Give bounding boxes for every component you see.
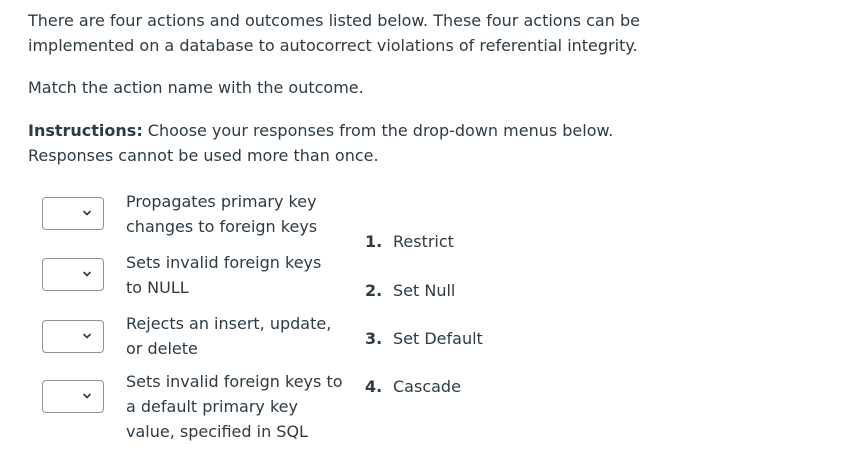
outcome-text-3: Rejects an insert, update, or delete bbox=[126, 314, 332, 358]
answer-dropdown-2[interactable] bbox=[42, 258, 104, 291]
option-number: 2. bbox=[365, 281, 383, 300]
instructions-label: Instructions: bbox=[28, 121, 143, 140]
option-label: Restrict bbox=[393, 232, 454, 251]
chevron-down-icon bbox=[82, 331, 92, 341]
option-label: Cascade bbox=[393, 377, 461, 396]
option-item bbox=[365, 329, 483, 349]
outcome-text-2: Sets invalid foreign keys to NULL bbox=[126, 253, 322, 297]
option-number: 1. bbox=[365, 232, 383, 251]
answer-dropdown-4[interactable] bbox=[42, 380, 104, 413]
option-item bbox=[365, 377, 461, 397]
intro-text: There are four actions and outcomes listed below. These four actions can be implemented on a database to autocorrect violations of referential integrity. bbox=[28, 11, 640, 55]
option-item bbox=[365, 281, 455, 301]
outcome-text-1: Propagates primary key changes to foreign keys bbox=[126, 192, 318, 236]
instructions-text: Choose your responses from the drop-down menus below. Responses cannot be used more than once. bbox=[28, 121, 614, 165]
chevron-down-icon bbox=[82, 269, 92, 279]
option-label: Set Null bbox=[393, 281, 456, 300]
option-label: Set Default bbox=[393, 329, 483, 348]
instructions bbox=[28, 118, 688, 168]
chevron-down-icon bbox=[82, 208, 92, 218]
answer-dropdown-1[interactable] bbox=[42, 197, 104, 230]
option-number: 3. bbox=[365, 329, 383, 348]
chevron-down-icon bbox=[82, 391, 92, 401]
option-item bbox=[365, 232, 454, 252]
outcome-text-4: Sets invalid foreign keys to a default primary key value, specified in SQL bbox=[126, 372, 343, 441]
answer-dropdown-3[interactable] bbox=[42, 320, 104, 353]
match-prompt: Match the action name with the outcome. bbox=[28, 78, 364, 97]
option-number: 4. bbox=[365, 377, 383, 396]
